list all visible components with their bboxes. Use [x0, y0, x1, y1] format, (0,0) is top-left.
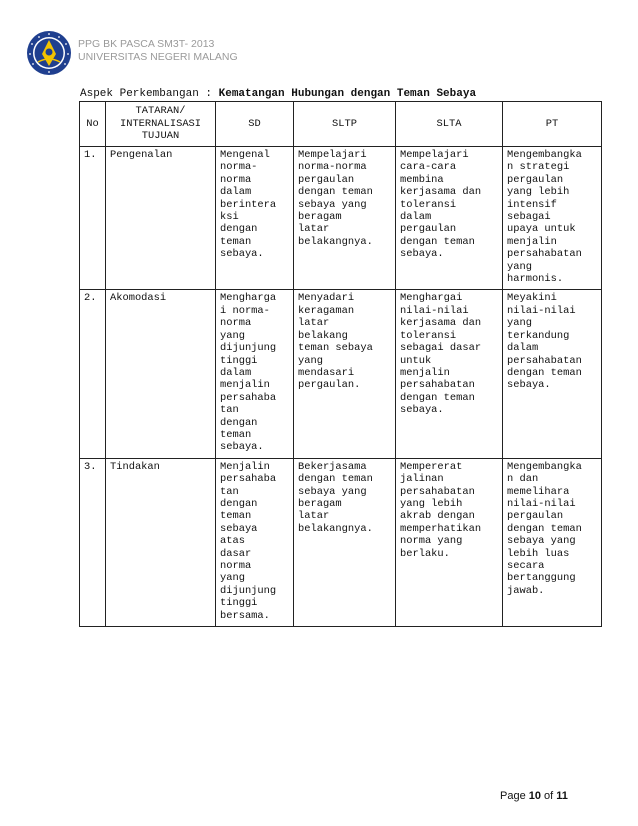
aspect-label: Aspek Perkembangan : — [80, 88, 219, 100]
cell-pt: Meyakini nilai-nilai yang terkandung dalam persahabatan dengan teman sebaya. — [503, 290, 602, 458]
cell-tataran: Tindakan — [106, 458, 216, 626]
cell-sltp: Menyadari keragaman latar belakang teman sebaya yang mendasari pergaulan. — [294, 290, 396, 458]
cell-sd: Menjalin persahaba tan dengan teman sebaya atas dasar norma yang dijunjung tinggi bersama. — [216, 458, 294, 626]
page-of: of — [541, 790, 557, 802]
institution-name — [78, 38, 238, 64]
cell-no: 3. — [80, 458, 106, 626]
cell-sd: Mengharga i norma- norma yang dijunjung tinggi dalam menjalin persahaba tan dengan teman sebaya. — [216, 290, 294, 458]
header-no: No — [80, 102, 106, 147]
development-table — [79, 101, 602, 627]
document-header — [26, 30, 238, 78]
page-total: 11 — [556, 790, 568, 802]
header-tataran: TATARAN/ INTERNALISASI TUJUAN — [106, 102, 216, 147]
table-row — [80, 290, 602, 458]
institution-line-2: UNIVERSITAS NEGERI MALANG — [78, 51, 238, 63]
cell-slta: Menghargai nilai-nilai kerjasama dan toleransi sebagai dasar untuk menjalin persahabatan dengan teman sebaya. — [396, 290, 503, 458]
cell-tataran: Akomodasi — [106, 290, 216, 458]
header-pt: PT — [503, 102, 602, 147]
cell-sltp: Mempelajari norma-norma pergaulan dengan teman sebaya yang beragam latar belakangnya. — [294, 147, 396, 290]
cell-pt: Mengembangka n dan memelihara nilai-nilai pergaulan dengan teman sebaya yang lebih luas secara bertanggung jawab. — [503, 458, 602, 626]
header-sltp: SLTP — [294, 102, 396, 147]
cell-no: 1. — [80, 147, 106, 290]
cell-slta: Mempelajari cara-cara membina kerjasama dan toleransi dalam pergaulan dengan teman sebaya. — [396, 147, 503, 290]
header-slta: SLTA — [396, 102, 503, 147]
cell-tataran: Pengenalan — [106, 147, 216, 290]
page-prefix: Page — [500, 790, 529, 802]
cell-sd: Mengenal norma- norma dalam berintera ksi dengan teman sebaya. — [216, 147, 294, 290]
cell-no: 2. — [80, 290, 106, 458]
cell-sltp: Bekerjasama dengan teman sebaya yang beragam latar belakangnya. — [294, 458, 396, 626]
university-seal-logo — [26, 30, 72, 76]
table-row — [80, 147, 602, 290]
table-header-row — [80, 102, 602, 147]
cell-slta: Mempererat jalinan persahabatan yang lebih akrab dengan memperhatikan norma yang berlaku. — [396, 458, 503, 626]
table-row — [80, 458, 602, 626]
page-current: 10 — [528, 790, 541, 802]
header-sd: SD — [216, 102, 294, 147]
aspect-heading — [80, 88, 476, 100]
cell-pt: Mengembangka n strategi pergaulan yang lebih intensif sebagai upaya untuk menjalin persahabatan yang harmonis. — [503, 147, 602, 290]
page-number — [500, 790, 568, 802]
institution-line-1: PPG BK PASCA SM3T- 2013 — [78, 38, 215, 50]
aspect-title: Kematangan Hubungan dengan Teman Sebaya — [218, 88, 477, 100]
